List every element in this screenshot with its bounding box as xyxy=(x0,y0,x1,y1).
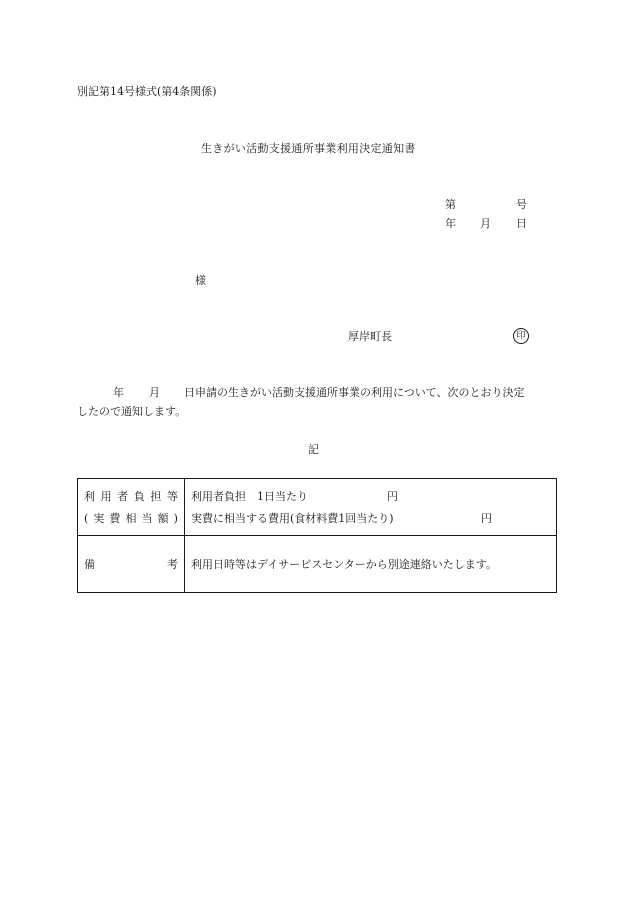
label-cell-remarks xyxy=(78,536,185,593)
yen-label: 円 xyxy=(387,489,398,503)
label-remarks xyxy=(78,556,184,572)
body-month: 月 xyxy=(149,386,160,399)
addressee-honorific: 様 xyxy=(195,274,206,287)
label-char: 実 xyxy=(93,511,105,525)
document-title: 生きがい活動支援通所事業利用決定通知書 xyxy=(201,142,416,155)
label-char: 考 xyxy=(167,558,178,571)
value-fee-line2 xyxy=(185,513,556,524)
date-year: 年 xyxy=(445,217,456,230)
label-char: 利 xyxy=(84,489,95,503)
ki-heading: 記 xyxy=(308,443,319,456)
value-cell-fee xyxy=(185,479,557,536)
doc-number-go: 号 xyxy=(516,198,527,211)
body-year: 年 xyxy=(113,386,124,399)
label-char: 当 xyxy=(141,511,153,525)
body-line-2: したので通知します。 xyxy=(77,405,187,418)
label-char: 費 xyxy=(109,511,121,525)
label-char: 者 xyxy=(117,489,129,503)
issuer-name: 厚岸町長 xyxy=(348,330,392,343)
label-char: 相 xyxy=(125,511,137,525)
doc-number-dai: 第 xyxy=(445,198,456,211)
label-char: 額 xyxy=(157,511,169,525)
seal-label: 印 xyxy=(516,330,526,341)
user-charge-text: 利用者負担 1日当たり xyxy=(191,489,308,503)
actual-cost-text: 実費に相当する費用(食材料費1回当たり) xyxy=(191,511,394,525)
label-char: 負 xyxy=(133,489,145,503)
date-day: 日 xyxy=(516,217,527,230)
label-char: 等 xyxy=(166,489,178,503)
label-char: 備 xyxy=(84,558,95,571)
label-char: 用 xyxy=(100,489,112,503)
label-char: 担 xyxy=(150,489,162,503)
label-char: ( xyxy=(84,511,89,525)
label-cell-fee xyxy=(78,479,185,536)
value-fee-line1 xyxy=(185,491,556,502)
label-fee-line1 xyxy=(78,491,184,502)
table-row xyxy=(78,536,557,593)
form-number: 別記第14号様式(第4条関係) xyxy=(77,85,217,98)
yen-label: 円 xyxy=(481,511,492,525)
remarks-text: 利用日時等はデイサービスセンターから別途連絡いたします。 xyxy=(191,557,497,571)
table-row xyxy=(78,479,557,536)
label-char: ) xyxy=(173,511,178,525)
label-fee-line2 xyxy=(78,513,184,524)
date-month: 月 xyxy=(480,217,491,230)
body-text: 日申請の生きがい活動支援通所事業の利用について、次のとおり決定 xyxy=(184,386,525,399)
record-table xyxy=(77,478,557,593)
value-cell-remarks xyxy=(185,536,557,593)
seal-stamp xyxy=(513,328,529,344)
